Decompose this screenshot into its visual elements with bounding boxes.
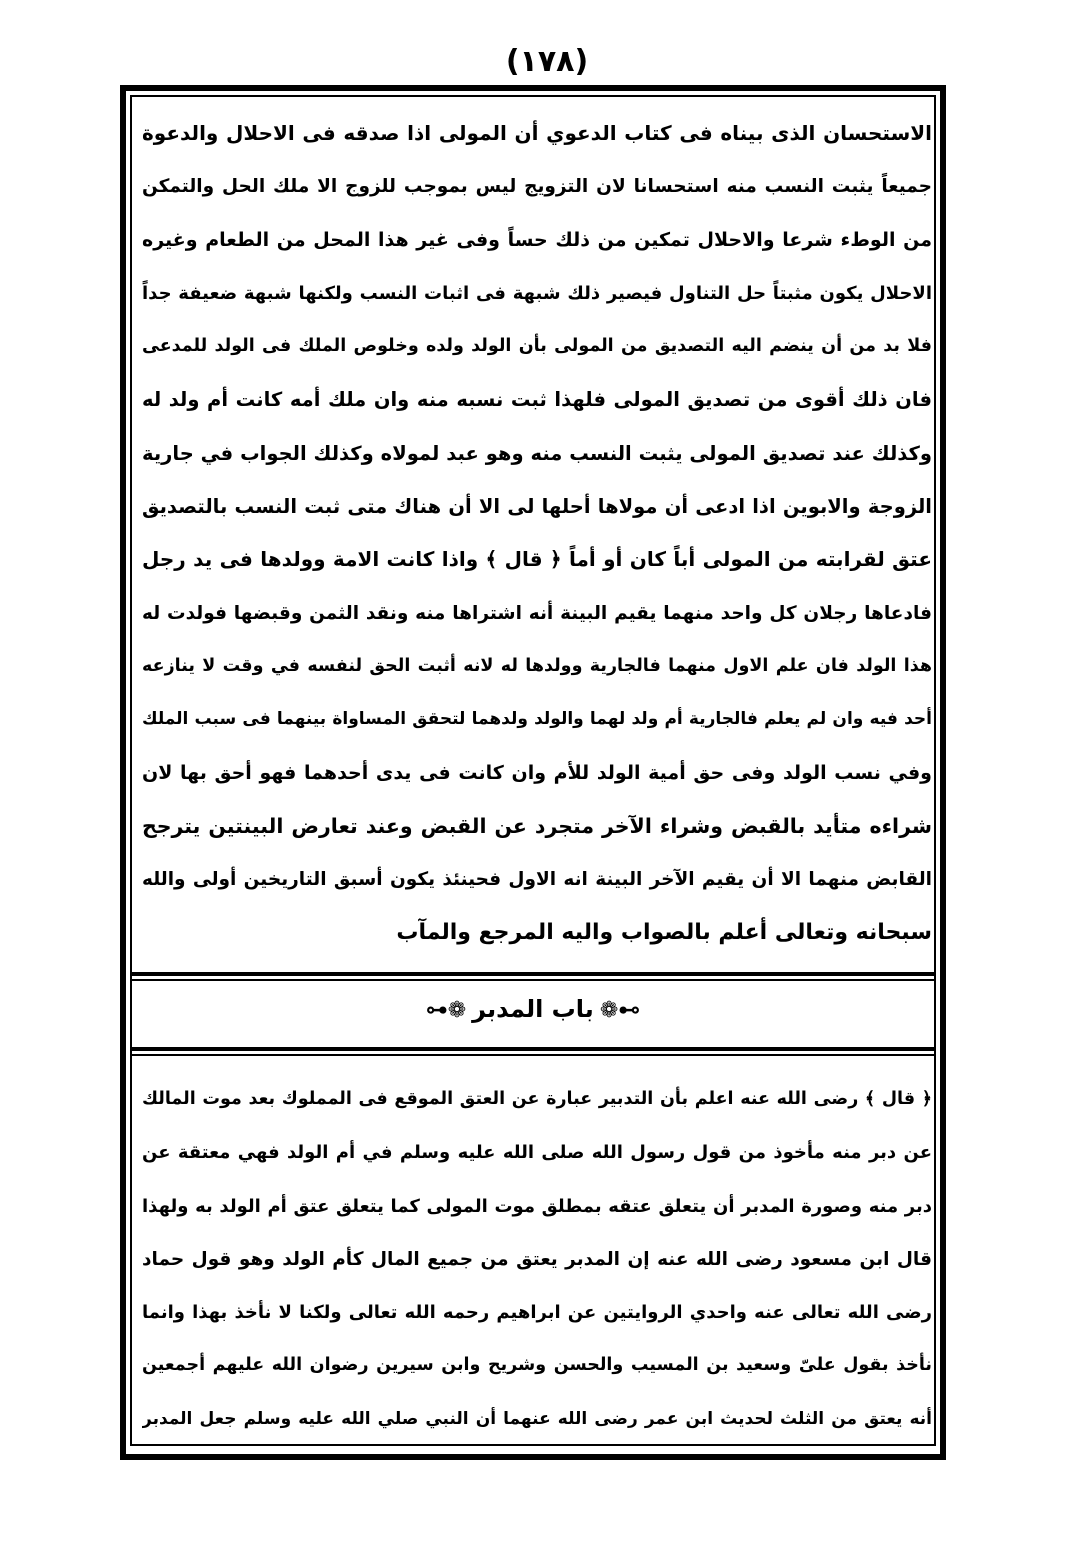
text-line: وكذلك عند تصديق المولى يثبت النسب منه وهو عبد لمولاه وكذلك الجواب في جارية [142, 441, 932, 465]
text-line: جميعاً يثبت النسب منه استحسانا لان التزويج ليس بموجب للزوج الا ملك الحل والتمكن [142, 176, 932, 198]
section-divider-bottom [132, 1047, 934, 1051]
chapter-title: باب المدبر [472, 995, 594, 1023]
text-block-1 [142, 107, 932, 960]
text-line: وفي نسب الولد وفى حق أمية الولد للأم وان كانت فى يدى أحدهما فهو أحق بها لان [142, 761, 932, 784]
text-line: أنه يعتق من الثلث لحديث ابن عمر رضى الله عنهما أن النبي صلي الله عليه وسلم جعل المدبر [142, 1408, 932, 1429]
text-line: عن دبر منه مأخوذ من قول رسول الله صلى الله عليه وسلم في أم الولد فهي معتقة عن [142, 1142, 932, 1164]
text-line: قال ابن مسعود رضى الله عنه إن المدبر يعتق من جميع المال كأم الولد وهو قول حماد [142, 1248, 932, 1270]
text-line: من الوطء شرعا والاحلال تمكين من ذلك حساً وفى غير هذا المحل من الطعام وغيره [142, 228, 932, 251]
text-line: رضى الله تعالى عنه واحدي الروايتين عن ابراهيم رحمه الله تعالى ولكنا لا نأخذ بهذا وانما [142, 1302, 932, 1324]
text-block-2 [142, 1073, 932, 1446]
text-line: فان ذلك أقوى من تصديق المولى فلهذا ثبت نسبه منه وان ملك أمه كانت أم ولد له [142, 388, 932, 412]
ornament-icon: ❁⊷ [425, 998, 467, 1023]
text-line: الاستحسان الذى بيناه فى كتاب الدعوي أن المولى اذا صدقه فى الاحلال والدعوة [142, 121, 932, 145]
text-line: فادعاها رجلان كل واحد منهما يقيم البينة أنه اشتراها منه ونقد الثمن وقبضها فولدت له [142, 602, 932, 624]
ornament-icon: ⊶❁ [599, 998, 641, 1023]
text-line: عتق لقرابته من المولى أباً كان أو أماً ﴿ قال ﴾ واذا كانت الامة وولدها فى يد رجل [142, 547, 932, 572]
page-number: (١٧٨) [505, 44, 589, 79]
text-line: الاحلال يكون مثبتاً حل التناول فيصير ذلك شبهة فى اثبات النسب ولكنها شبهة ضعيفة جداً [142, 282, 932, 304]
chapter-heading [132, 995, 934, 1023]
text-line: الزوجة والابوين اذا ادعى أن مولاها أحلها لى الا أن هناك متى ثبت النسب بالتصديق [142, 495, 932, 519]
text-line: فلا بد من أن ينضم اليه التصديق من المولى بأن الولد ولده وخلوص الملك فى الولد للمدعى [142, 336, 932, 357]
text-line: دبر منه وصورة المدبر أن يتعلق عتقه بمطلق موت المولى كما يتعلق عتق أم الولد به ولهذا [142, 1195, 932, 1217]
text-line: القابض منهما الا أن يقيم الآخر البينة انه الاول فحينئذ يكون أسبق التاريخين أولى والله [142, 869, 932, 891]
section-divider-top [132, 972, 934, 976]
text-line: نأخذ بقول علىّ وسعيد بن المسيب والحسن وشريح وابن سيرين رضوان الله عليهم أجمعين [142, 1355, 932, 1376]
text-line: هذا الولد فان علم الاول منهما فالجارية وولدها له لانه أثبت الحق لنفسه في وقت لا ينازعه [142, 655, 932, 676]
text-line: شراءه متأيد بالقبض وشراء الآخر متجرد عن القبض وعند تعارض البينتين يترجح [142, 813, 932, 838]
text-line-last: سبحانه وتعالى أعلم بالصواب واليه المرجع والمآب [396, 920, 932, 946]
text-line: أحد فيه وان لم يعلم فالجارية أم ولد لهما والولد ولدهما لتحقق المساواة بينهما فى سبب الملك [142, 709, 932, 730]
text-line: ﴿ قال ﴾ رضى الله عنه اعلم بأن التدبير عبارة عن العتق الموقع فى المملوك بعد موت المالك [142, 1089, 932, 1109]
